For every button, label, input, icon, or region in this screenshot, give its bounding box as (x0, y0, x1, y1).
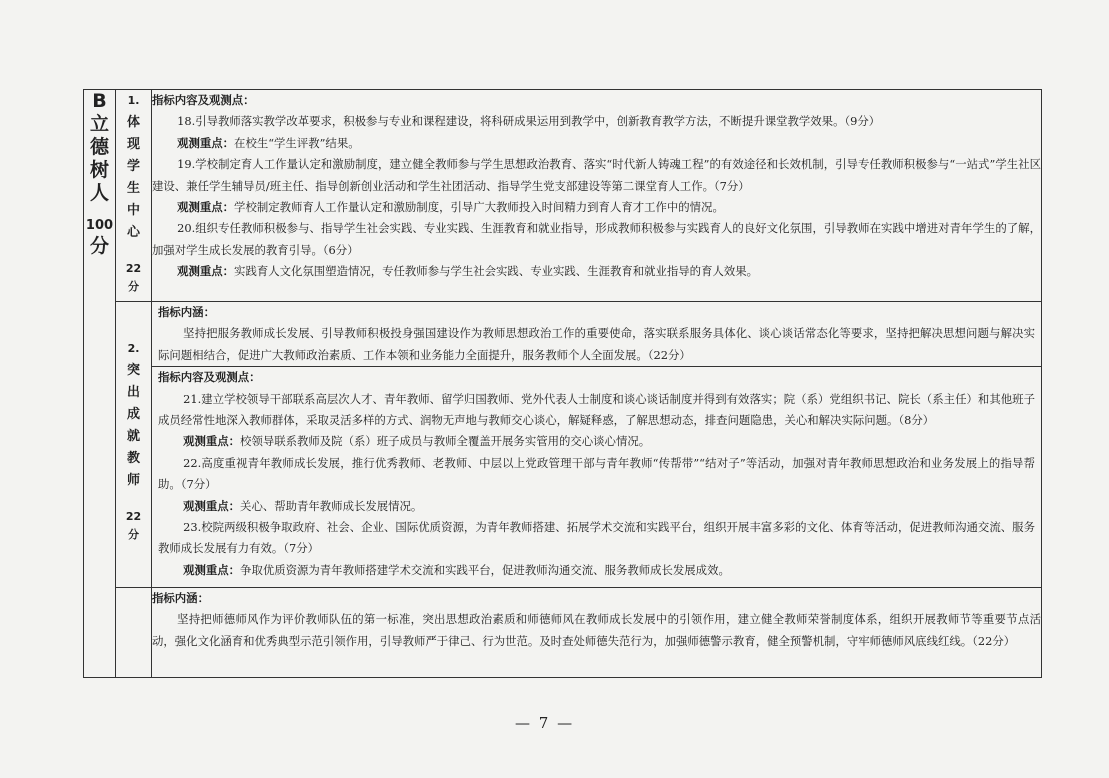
sub2-connotation: 指标内涵： 坚持把服务教师成长发展、引导教师积极投身强国建设作为教师思想政治工作的重要使命，落实联系服务具体化、谈心谈话常态化等要求，坚持把解决思想问题与解决实际问题相结合，促进广大教师政治素质、工作本领和业务能力全面提升，服务教师个人全面发展。（22分） (152, 302, 1041, 367)
sub2-points: 指标内容及观测点： 21.建立学校领导干部联系高层次人才、青年教师、留学归国教师、党外代表人士制度和谈心谈话制度并得到有效落实；院（系）党组织书记、院长（系主任）和其他班子成员经常性地深入教师群体，采取灵活多样的方式、润物无声地与教师交心谈心，解疑释惑，了解思想动态，排查问题隐患，关心和解决实际问题。（8分） 观测重点：校领导联系教师及院（系）班子成员与教师全覆盖开展务实管用的交心谈心情况。 22.高度重视青年教师成长发展，推行优秀教师、老教师、中层以上党政管理干部与青年教师“传帮带”“结对子”等活动，加强对青年教师思想政治和业务发展上的指导帮助。（7分） 观测重点：关心、帮助青年教师成长发展情况。 23.校院两级积极争取政府、社会、企业、国际优质资源，为青年教师搭建、拓展学术交流和实践平台，组织开展丰富多彩的文化、体育等活动，促进教师沟通交流、服务教师成长发展有力有效。（7分） 观测重点：争取优质资源为青年教师搭建学术交流和实践平台，促进教师沟通交流、服务教师成长发展成效。 (152, 367, 1041, 581)
item-21: 21.建立学校领导干部联系高层次人才、青年教师、留学归国教师、党外代表人士制度和谈心谈话制度并得到有效落实；院（系）党组织书记、院长（系主任）和其他班子成员经常性地深入教师群体，采取灵活多样的方式、润物无声地与教师交心谈心，解疑释惑，了解思想动态，排查问题隐患，关心和解决实际问题。（8分） (158, 391, 1035, 428)
item-22: 22.高度重视青年教师成长发展，推行优秀教师、老教师、中层以上党政管理干部与青年教师“传帮带”“结对子”等活动，加强对青年教师思想政治和业务发展上的指导帮助。（7分） (158, 455, 1035, 492)
focus-18: 观测重点：在校生“学生评教”结果。 (177, 135, 360, 150)
sub1-score: 22 分 (125, 262, 142, 293)
sub2-label-cell: 2. 突 出 成 就 教 师 22 分 (116, 302, 152, 588)
item-18: 18.引导教师落实教学改革要求，积极参与专业和课程建设，将科研成果运用到教学中，创新教育教学方法，不断提升课堂教学效果。（9分） (177, 114, 881, 129)
sub1-content (152, 90, 1042, 302)
sub1-label-cell: 1. 体 现 学 生 中 心 22 分 (116, 90, 152, 302)
category-label: B 立 德 树 人 (89, 90, 109, 204)
item-19: 19.学校制定育人工作量认定和激励制度，建立健全教师参与学生思想政治教育、落实“时代新人铸魂工程”的有效途径和长效机制，引导专任教师积极参与“一站式”学生社区建设、兼任学生辅导员/班主任、指导创新创业活动和学生社团活动、指导学生党支部建设等第二课堂育人工作。（7分） (152, 157, 1041, 193)
focus-22: 观测重点：关心、帮助青年教师成长发展情况。 (183, 498, 423, 513)
evaluation-table (83, 89, 1042, 678)
sub3-label-cell (116, 588, 152, 678)
item-20: 20.组织专任教师积极参与、指导学生社会实践、专业实践、生涯教育和就业指导，形成教师积极参与实践育人的良好文化氛围，引导教师在实践中增进对青年学生的了解，加强对学生成长发展的教育引导。（6分） (152, 221, 1041, 257)
focus-21: 观测重点：校领导联系教师及院（系）班子成员与教师全覆盖开展务实管用的交心谈心情况。 (183, 434, 651, 449)
category-score: 100 分 (85, 218, 114, 257)
sub2-score: 22 分 (125, 510, 142, 541)
sub2-content (152, 302, 1042, 588)
page-number: — 7 — (515, 714, 575, 732)
sub3-connotation: 指标内涵： 坚持把师德师风作为评价教师队伍的第一标准，突出思想政治素质和师德师风在教师成长发展中的引领作用，建立健全教师荣誉制度体系，组织开展教师节等重要节点活动，强化文化涵育和优秀典型示范引领作用，引导教师严于律己、行为世范。及时查处师德失范行为，加强师德警示教育，健全预警机制，守牢师德师风底线红线。（22分） (152, 588, 1042, 678)
section-heading: 指标内容及观测点： (152, 93, 255, 107)
category-cell (84, 90, 116, 678)
focus-19: 观测重点：学校制定教师育人工作量认定和激励制度，引导广大教师投入时间精力到育人育才工作中的情况。 (177, 200, 724, 215)
focus-23: 观测重点：争取优质资源为青年教师搭建学术交流和实践平台，促进教师沟通交流、服务教师成长发展成效。 (183, 562, 730, 577)
focus-20: 观测重点：实践育人文化氛围塑造情况，专任教师参与学生社会实践、专业实践、生涯教育和就业指导的育人效果。 (177, 264, 759, 279)
item-23: 23.校院两级积极争取政府、社会、企业、国际优质资源，为青年教师搭建、拓展学术交流和实践平台，组织开展丰富多彩的文化、体育等活动，促进教师沟通交流、服务教师成长发展有力有效。（7分） (158, 520, 1035, 556)
